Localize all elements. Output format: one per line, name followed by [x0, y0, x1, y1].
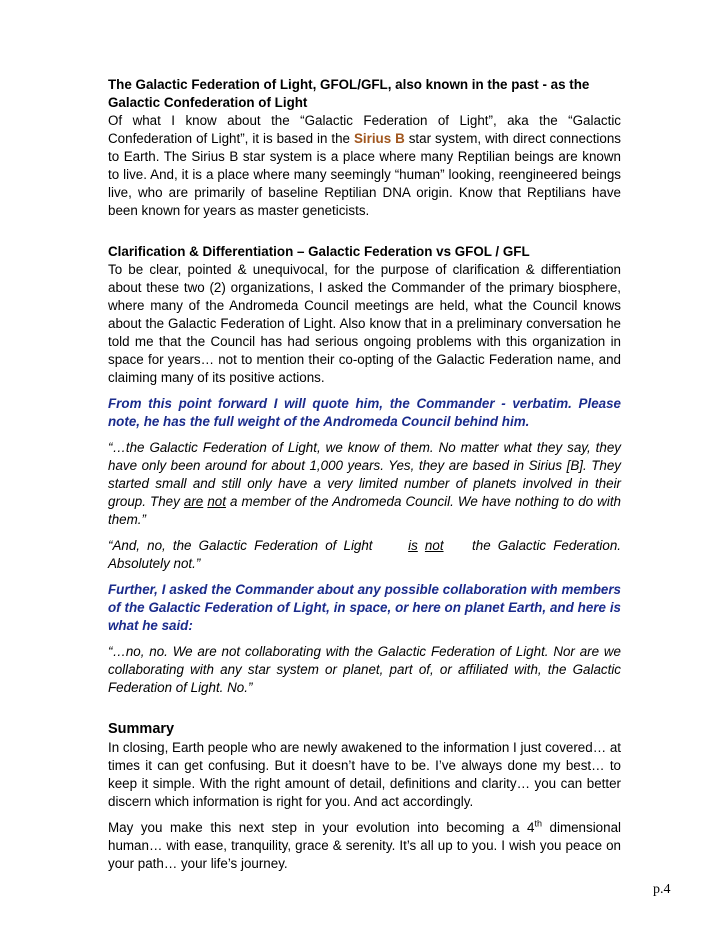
section1-text-a: Of what I know about the “Galactic Federation of Light”, aka the “Galactic Confederation of Light”, it is based in the	[108, 113, 621, 146]
quote2-text-a: “And, no, the Galactic Federation of Light	[108, 538, 380, 553]
section1-paragraph	[108, 112, 621, 220]
section2-heading: Clarification & Differentiation – Galactic Federation vs GFOL / GFL	[108, 244, 530, 259]
commander-intro: From this point forward I will quote him, the Commander - verbatim. Please note, he has the full weight of the Andromeda Council behind him.	[108, 396, 621, 429]
commander-quote-1	[108, 439, 621, 529]
commander-question: Further, I asked the Commander about any possible collaboration with members of the Galactic Federation of Light, in space, or here on planet Earth, and here is what he said:	[108, 582, 621, 633]
page-number: p.4	[653, 882, 671, 897]
quote1-text-b: a member of the Andromeda Council. We have nothing to do with them.”	[108, 494, 621, 527]
summary2-text-a: May you make this next step in your evolution into becoming a 4	[108, 820, 535, 835]
summary-paragraph-1: In closing, Earth people who are newly awakened to the information I just covered… at times it can get confusing. But it doesn’t have to be. I’ve always done my best… to keep it simple. With the right amount of detail, definitions and clarity… you can better discern which information is right for you. And act accordingly.	[108, 740, 621, 809]
quote1-text-a: “…the Galactic Federation of Light, we know of them. No matter what they say, they have only been around for about 1,000 years. Yes, they are based in Sirius [B]. They started small and still only have a very limited number of planets involved in their group. They	[108, 440, 621, 509]
summary-heading: Summary	[108, 721, 175, 737]
quote2-is: is	[408, 538, 418, 553]
sirius-b-highlight: Sirius B	[353, 131, 405, 146]
summary-paragraph-2	[108, 819, 621, 873]
document-page	[108, 76, 621, 873]
ordinal-superscript: th	[534, 818, 542, 829]
quote1-not: not	[207, 494, 226, 509]
section1-text-b: star system, with direct connections to Earth. The Sirius B star system is a place where many Reptilian beings are known to live. And, it is a place where many seemingly “human” looking, reengineered beings live, who are primarily of baseline Reptilian DNA origin. Know that Reptilians have been known for years as master geneticists.	[108, 131, 621, 218]
section1-heading: The Galactic Federation of Light, GFOL/GFL, also known in the past - as the Galactic Confederation of Light	[108, 77, 590, 110]
summary2-text-b: dimensional human… with ease, tranquility, grace & serenity. It’s all up to you. I wish you peace on your path… your life’s journey.	[108, 820, 621, 871]
commander-quote-3: “…no, no. We are not collaborating with the Galactic Federation of Light. Nor are we collaborating with any star system or planet, part of, or affiliated with, the Galactic Federation of Light. No.”	[108, 644, 621, 695]
commander-quote-2	[108, 537, 621, 573]
section2-paragraph: To be clear, pointed & unequivocal, for the purpose of clarification & differentiation about these two (2) organizations, I asked the Commander of the primary biosphere, where many of the Andromeda Council meetings are held, what the Council knows about the Galactic Federation of Light. Also know that in a preliminary conversation he told me that the Council has had serious ongoing problems with this organization in space for years… not to mention their co-opting of the Galactic Federation name, and claiming many of its positive actions.	[108, 262, 621, 385]
quote2-not: not	[424, 538, 444, 553]
quote1-are: are	[183, 494, 204, 509]
quote2-text-b: the Galactic Federation. Absolutely not.”	[108, 538, 621, 571]
